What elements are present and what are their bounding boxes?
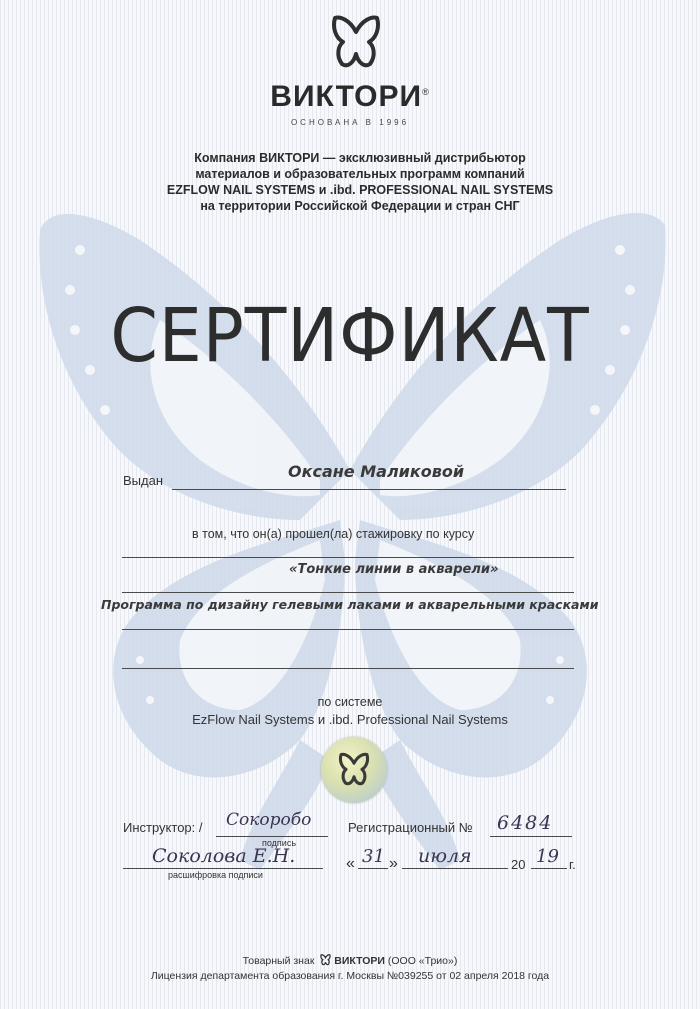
intro-line: на территории Российской Федерации и стран СНГ [200,199,520,213]
course-line-3 [122,629,574,630]
date-year-unit: г. [569,857,576,872]
recipient-name: Оксане Маликовой [288,462,465,481]
trademark-line [0,954,700,967]
course-intro: в том, что он(а) прошел(ла) стажировку по курсу [192,527,475,541]
date-month-line [402,868,508,869]
decoded-name-line [123,868,323,869]
trademark-prefix: Товарный знак [242,955,315,967]
brand-founded: ОСНОВАНА В 1996 [290,118,410,127]
intro-text [100,150,620,214]
registration-line [490,836,572,837]
course-line-1 [122,557,574,558]
hologram-seal [321,737,387,803]
course-line-2 [122,592,574,593]
course-line-4 [122,668,574,669]
issued-line [172,489,566,490]
signature-caption: подпись [262,838,297,848]
date-close-quote: » [389,855,398,872]
certificate-title: СЕРТИФИКАТ [110,293,590,379]
registration-label: Регистрационный № [348,820,473,835]
date-year-line [531,868,567,869]
registration-number: 6484 [497,812,554,834]
instructor-signature: Сокоробо [226,810,312,830]
butterfly-seal-icon [338,752,370,788]
date-month: июля [418,845,472,867]
course-program: Программа по дизайну гелевыми лаками и акварельными красками [101,597,599,612]
system-name: EzFlow Nail Systems и .ibd. Professional Nail Systems [192,712,508,727]
issued-label: Выдан [123,473,164,488]
date-year-prefix: 20 [511,857,526,872]
date-open-quote: « [346,855,355,872]
intro-line: Компания ВИКТОРИ — эксклюзивный дистрибьютор [194,151,526,165]
intro-line: материалов и образовательных программ компаний [195,167,525,181]
butterfly-small-icon [320,954,331,966]
date-day: 31 [362,846,385,867]
course-name: «Тонкие линии в акварели» [289,562,499,577]
instructor-decoded-name: Соколова Е.Н. [152,845,296,867]
trademark-brand: ВИКТОРИ [334,955,385,967]
instructor-label: Инструктор: / [123,820,203,835]
date-year-suffix: 19 [536,846,559,867]
trademark-suffix: (ООО «Трио») [387,955,458,967]
date-day-line [358,868,388,869]
license-line: Лицензия департамента образования г. Москвы №039255 от 02 апреля 2018 года [150,970,550,982]
intro-line: EZFLOW NAIL SYSTEMS и .ibd. PROFESSIONAL NAIL SYSTEMS [166,183,554,197]
system-label: по системе [317,695,383,709]
brand-name: ВИКТОРИ® [270,80,430,113]
decoded-caption: расшифровка подписи [168,870,263,880]
signature-line [216,836,328,837]
butterfly-logo-icon [330,14,382,72]
